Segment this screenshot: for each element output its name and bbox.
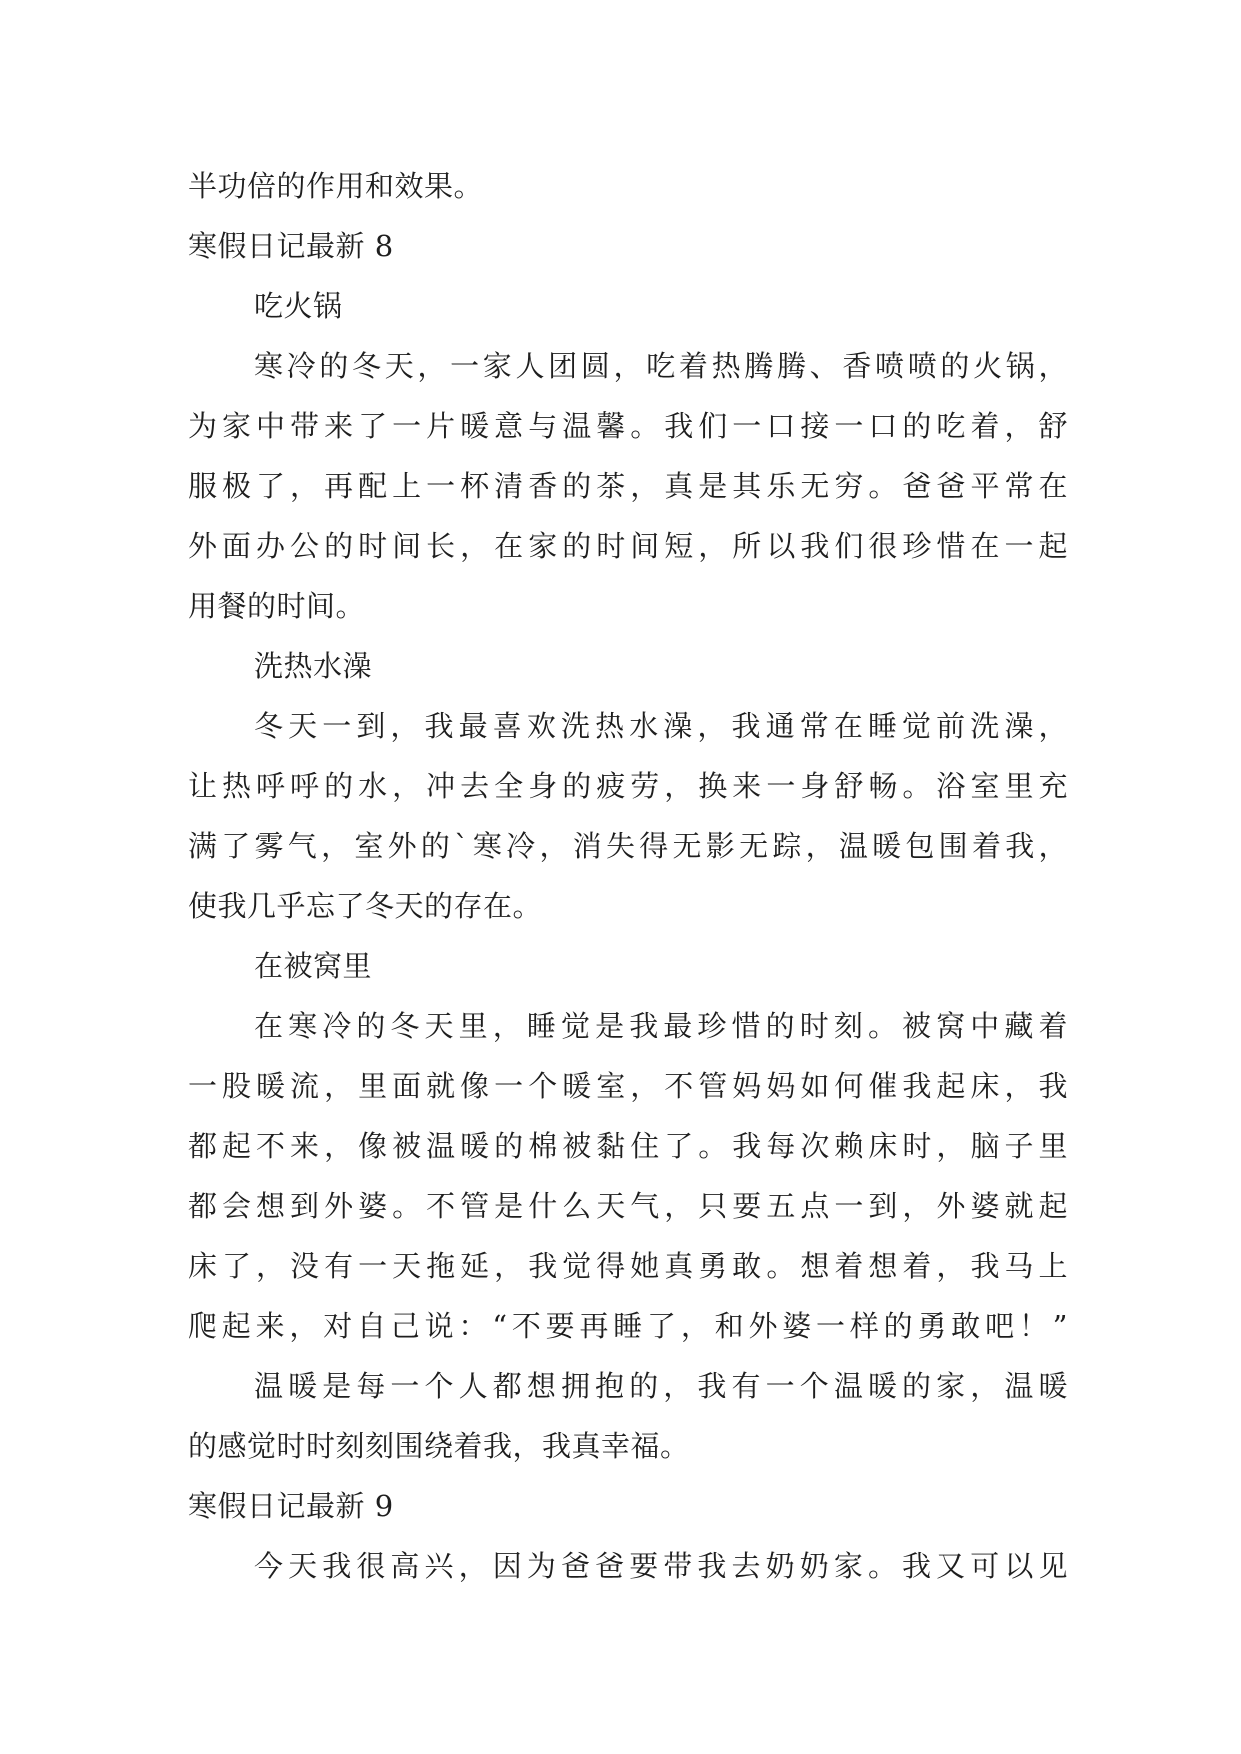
paragraph-line: 今天我很高兴，因为爸爸要带我去奶奶家。我又可以见	[254, 1549, 1068, 1583]
section-heading: 寒假日记最新 9	[188, 1489, 394, 1523]
paragraph-line: 使我几乎忘了冬天的存在。	[188, 889, 543, 923]
paragraph-line: 用餐的时间。	[188, 589, 366, 623]
paragraph-line: 爬起来，对自己说：“不要再睡了，和外婆一样的勇敢吧！”	[188, 1309, 1068, 1343]
paragraph-line: 外面办公的时间长，在家的时间短，所以我们很珍惜在一起	[188, 529, 1068, 563]
paragraph-line: 一股暖流，里面就像一个暖室，不管妈妈如何催我起床，我	[188, 1069, 1068, 1103]
subheading: 在被窝里	[254, 949, 373, 983]
paragraph-line: 半功倍的作用和效果。	[188, 169, 484, 203]
paragraph-line: 满了雾气，室外的`寒冷，消失得无影无踪，温暖包围着我，	[188, 829, 1068, 863]
paragraph-line: 温暖是每一个人都想拥抱的，我有一个温暖的家，温暖	[254, 1369, 1068, 1403]
paragraph-line: 床了，没有一天拖延，我觉得她真勇敢。想着想着，我马上	[188, 1249, 1068, 1283]
subheading: 洗热水澡	[254, 649, 373, 683]
paragraph-line: 服极了，再配上一杯清香的茶，真是其乐无穷。爸爸平常在	[188, 469, 1068, 503]
paragraph-line: 在寒冷的冬天里，睡觉是我最珍惜的时刻。被窝中藏着	[254, 1009, 1068, 1043]
paragraph-line: 寒冷的冬天，一家人团圆，吃着热腾腾、香喷喷的火锅，	[254, 349, 1068, 383]
paragraph-line: 为家中带来了一片暖意与温馨。我们一口接一口的吃着，舒	[188, 409, 1068, 443]
section-heading: 寒假日记最新 8	[188, 229, 394, 263]
paragraph-line: 让热呼呼的水，冲去全身的疲劳，换来一身舒畅。浴室里充	[188, 769, 1068, 803]
subheading: 吃火锅	[254, 289, 343, 323]
paragraph-line: 冬天一到，我最喜欢洗热水澡，我通常在睡觉前洗澡，	[254, 709, 1068, 743]
paragraph-line: 都起不来，像被温暖的棉被黏住了。我每次赖床时，脑子里	[188, 1129, 1068, 1163]
paragraph-line: 的感觉时时刻刻围绕着我，我真幸福。	[188, 1429, 690, 1463]
paragraph-line: 都会想到外婆。不管是什么天气，只要五点一到，外婆就起	[188, 1189, 1068, 1223]
